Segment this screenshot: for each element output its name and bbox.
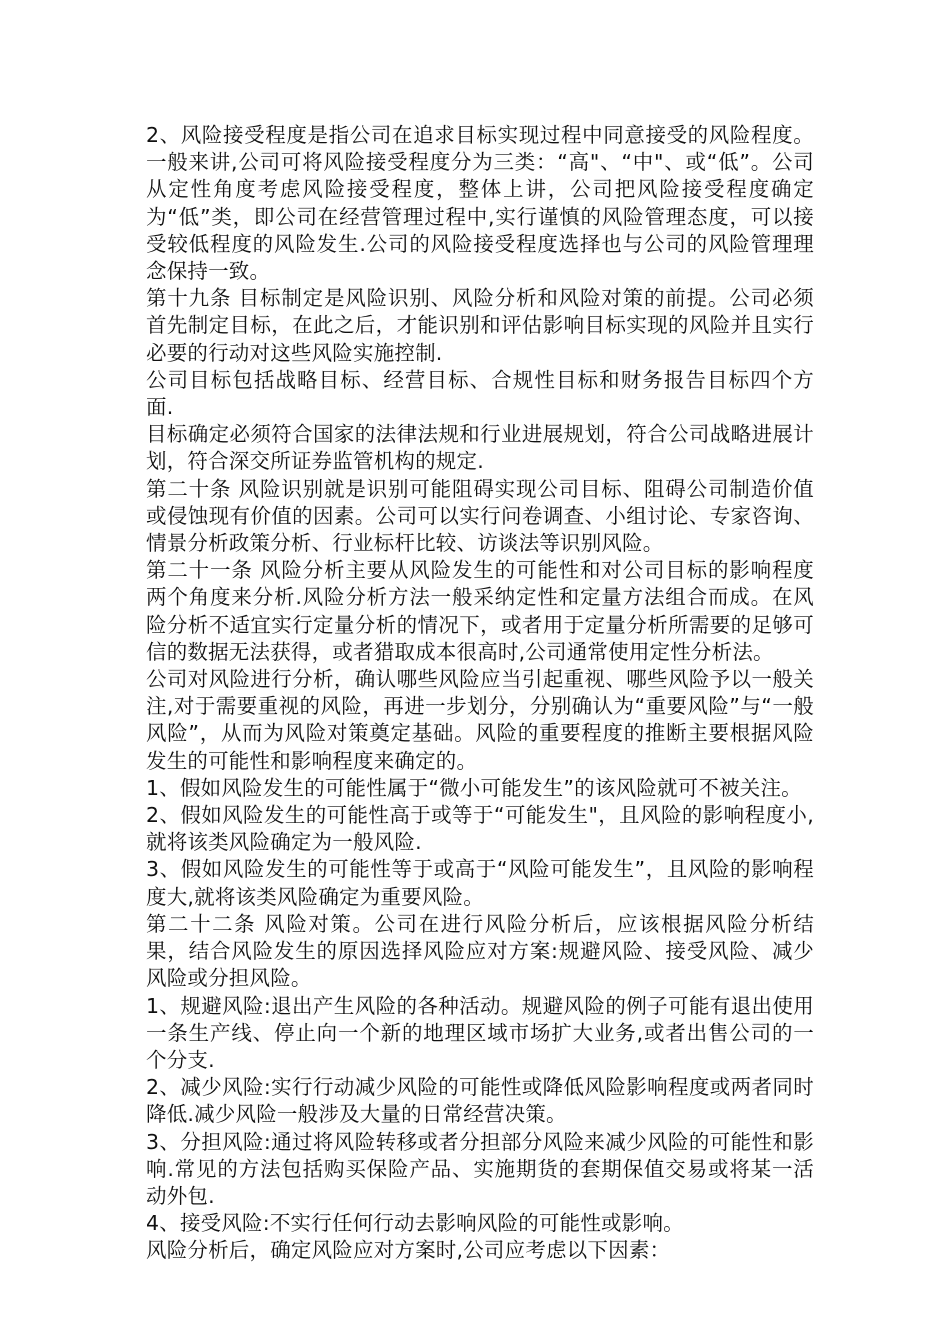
document-body — [146, 122, 814, 1265]
paragraph-article-21: 第二十一条 风险分析主要从风险发生的可能性和对公司目标的影响程度两个角度来分析.风险分析方法一般采纳定性和定量方法组合而成。在风险分析不适宜实行定量分析的情况下，或者用于定量分析所需要的足够可信的数据无法获得，或者猎取成本很高时,公司通常使用定性分析法。 — [146, 558, 814, 664]
list-item-accept-risk: 4、接受风险:不实行任何行动去影响风险的可能性或影响。 — [146, 1211, 684, 1236]
paragraph-article-20: 第二十条 风险识别就是识别可能阻碍实现公司目标、阻碍公司制造价值或侵蚀现有价值的因素。公司可以实行问卷调查、小组讨论、专家咨询、情景分析政策分析、行业标杆比较、访谈法等识别风险。 — [146, 476, 814, 556]
paragraph-article-22: 第二十二条 风险对策。公司在进行风险分析后，应该根据风险分析结果，结合风险发生的原因选择风险应对方案:规避风险、接受风险、减少风险或分担风险。 — [146, 911, 814, 991]
list-item-minor-risk: 1、假如风险发生的可能性属于“微小可能发生”的该风险就可不被关注。 — [146, 775, 802, 800]
paragraph-company-objectives: 公司目标包括战略目标、经营目标、合规性目标和财务报告目标四个方面. — [146, 367, 814, 420]
list-item-reduce-risk: 2、减少风险:实行行动减少风险的可能性或降低风险影响程度或两者同时降低.减少风险一般涉及大量的日常经营决策。 — [146, 1075, 814, 1127]
paragraph-risk-acceptance: 2、风险接受程度是指公司在追求目标实现过程中同意接受的风险程度。一般来讲,公司可将风险接受程度分为三类：“高"、“中"、或“低”。公司从定性角度考虑风险接受程度，整体上讲，公司把风险接受程度确定为“低”类，即公司在经营管理过程中,实行谨慎的风险管理态度，可以接受较低程度的风险发生.公司的风险接受程度选择也与公司的风险管理理念保持一致。 — [146, 123, 814, 284]
list-item-avoid-risk: 1、规避风险:退出产生风险的各种活动。规避风险的例子可能有退出使用一条生产线、停止向一个新的地理区域市场扩大业务,或者出售公司的一个分支. — [146, 993, 814, 1072]
list-item-major-risk: 3、假如风险发生的可能性等于或高于“风险可能发生”，且风险的影响程度大,就将该类风险确定为重要风险。 — [146, 857, 814, 909]
list-item-share-risk: 3、分担风险:通过将风险转移或者分担部分风险来减少风险的可能性和影响.常见的方法包括购买保险产品、实施期货的套期保值交易或将某一活动外包. — [146, 1129, 814, 1208]
paragraph-objective-compliance: 目标确定必须符合国家的法律法规和行业进展规划，符合公司战略进展计划，符合深交所证券监管机构的规定. — [146, 422, 814, 474]
list-item-general-risk: 2、假如风险发生的可能性高于或等于“可能发生"，且风险的影响程度小,就将该类风险确定为一般风险. — [146, 803, 814, 855]
paragraph-risk-classification: 公司对风险进行分析，确认哪些风险应当引起重视、哪些风险予以一般关注,对于需要重视的风险，再进一步划分，分别确认为“重要风险”与“一般风险”，从而为风险对策奠定基础。风险的重要程度的推断主要根据风险发生的可能性和影响程度来确定的。 — [146, 667, 814, 773]
paragraph-article-19: 第十九条 目标制定是风险识别、风险分析和风险对策的前提。公司必须首先制定目标，在此之后，才能识别和评估影响目标实现的风险并且实行必要的行动对这些风险实施控制. — [146, 286, 814, 365]
paragraph-response-factors: 风险分析后，确定风险应对方案时,公司应考虑以下因素： — [146, 1238, 671, 1263]
